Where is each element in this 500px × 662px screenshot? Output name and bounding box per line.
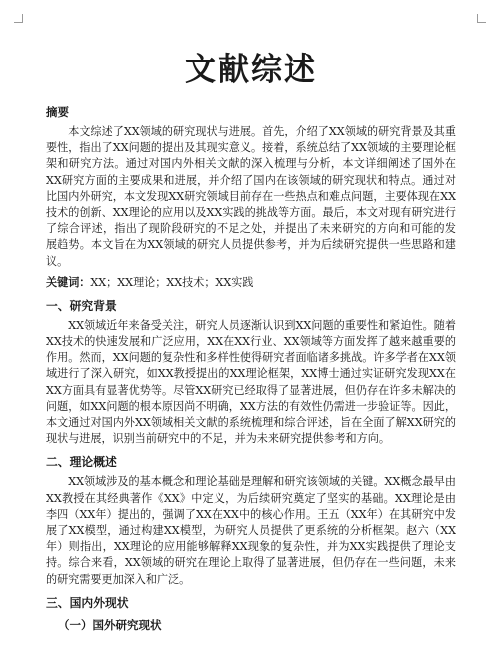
document-title: 文献综述	[185, 52, 317, 88]
section-heading-theory: 二、理论概述	[46, 455, 117, 470]
section-paragraph-background: XX领域近年来备受关注，研究人员逐渐认识到XX问题的重要性和紧迫性。随着XX技术的快速发展和广泛应用，XX在XX行业、XX领域等方面发挥了越来越重要的作用。然而，XX问题的复杂性和多样性使得研究者面临诸多挑战。许多学者在XX领域进行了深入研究，如XX教授提出的XX理论框架，XX博士通过实证研究发现XX在XX方面具有显著优势等。尽管XX研究已经取得了显著进展，但仍存在许多未解决的问题，如XX问题的根本原因尚不明确，XX方法的有效性仍需进一步验证等。因此，本文通过对国内外XX领域相关文献的系统梳理和综合评述，旨在全面了解XX研究的现状与进展，识别当前研究中的不足，并为未来研究提供参考和方向。	[46, 318, 456, 446]
section-paragraph-theory: XX领域涉及的基本概念和理论基础是理解和研究该领域的关键。XX概念最早由XX教授在其经典著作《XX》中定义，为后续研究奠定了坚实的基础。XX理论是由李四（XX年）提出的，强调了XX在XX中的核心作用。王五（XX年）在其研究中发展了XX模型，通过构建XX模型，为研究人员提供了更系统的分析框架。赵六（XX年）则指出，XX理论的应用能够解释XX现象的复杂性，并为XX实践提供了理论支持。综合来看，XX领域的研究在理论上取得了显著进展，但仍存在一些问题，未来的研究需要更加深入和广泛。	[46, 475, 456, 586]
abstract-paragraph: 本文综述了XX领域的研究现状与进展。首先，介绍了XX领域的研究背景及其重要性，指出了XX问题的提出及其现实意义。接着，系统总结了XX领域的主要理论框架和研究方法。通过对国内外相关文献的深入梳理与分析，本文详细阐述了国外在XX研究方面的主要成果和进展，并介绍了国内在该领域的研究现状和特点。通过对比国内外研究，本文发现XX研究领域目前存在一些热点和难点问题，主要体现在XX技术的创新、XX理论的应用以及XX实践的挑战等方面。最后，本文对现有研究进行了综合评述，指出了现阶段研究的不足之处，并提出了未来研究的方向和可能的发展趋势。本文旨在为XX领域的研究人员提供参考，并为后续研究提供一些思路和建议。	[46, 125, 456, 268]
keywords-text: XX；XX理论；XX技术；XX实践	[90, 275, 254, 289]
page-corner-mark-top-right	[477, 14, 486, 23]
keywords-line	[46, 275, 456, 291]
section-heading-status: 三、国内外现状	[46, 595, 129, 610]
document-page	[46, 30, 456, 634]
page-corner-mark-top-left	[14, 14, 23, 23]
section-heading-background: 一、研究背景	[46, 298, 117, 313]
keywords-label: 关键词：	[46, 275, 91, 289]
abstract-heading: 摘要	[46, 105, 69, 119]
subsection-heading-foreign: （一）国外研究现状	[58, 617, 162, 632]
